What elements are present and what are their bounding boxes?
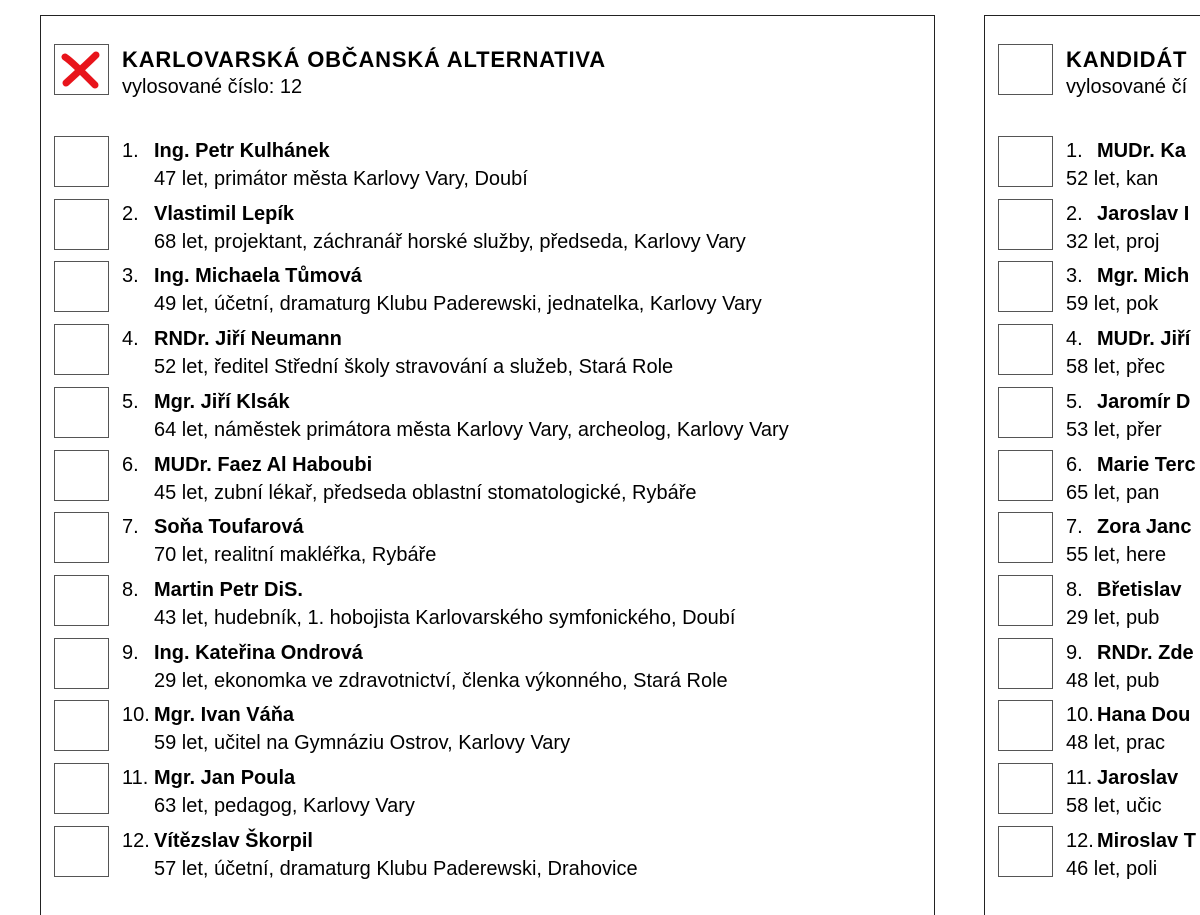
candidate-checkbox[interactable] (998, 763, 1053, 814)
candidate-description: 53 let, přer (1066, 418, 1162, 441)
candidate-row (41, 763, 934, 825)
candidate-name: MUDr. Faez Al Haboubi (154, 453, 373, 476)
candidate-description: 46 let, poli (1066, 857, 1158, 880)
candidate-name: Zora Janc (1097, 516, 1192, 539)
candidate-row (985, 763, 1200, 825)
candidate-checkbox[interactable] (998, 826, 1053, 877)
candidate-number: 8. (1066, 578, 1083, 601)
candidate-checkbox[interactable] (998, 324, 1053, 375)
candidate-number: 8. (122, 578, 139, 601)
candidate-checkbox[interactable] (998, 512, 1053, 563)
drawn-number: vylosované čí (1066, 76, 1188, 98)
party-vote-checkbox[interactable] (998, 44, 1053, 95)
candidate-checkbox[interactable] (54, 638, 109, 689)
candidate-name: Jaroslav (1097, 767, 1179, 789)
candidate-name: Miroslav T (1097, 829, 1196, 852)
candidate-description: 45 let, zubní lékař, předseda oblastní stomatologické, Rybáře (154, 481, 697, 504)
candidate-name: Vlastimil Lepík (154, 202, 295, 225)
candidate-checkbox[interactable] (998, 700, 1053, 751)
candidate-number: 2. (122, 202, 139, 225)
candidate-row (41, 324, 934, 386)
candidate-checkbox[interactable] (54, 261, 109, 312)
red-cross-icon (55, 45, 108, 94)
party-vote-checkbox[interactable] (54, 44, 109, 95)
candidate-description: 48 let, pub (1066, 669, 1160, 692)
candidate-row (41, 638, 934, 700)
candidate-row (41, 387, 934, 449)
candidate-name: Ing. Michaela Tůmová (154, 265, 362, 288)
candidate-row (985, 387, 1200, 449)
candidate-description: 52 let, ředitel Střední školy stravování a služeb, Stará Role (154, 356, 674, 379)
candidate-number: 2. (1066, 202, 1083, 225)
candidate-name: Mgr. Jiří Klsák (154, 390, 290, 413)
candidate-row (41, 450, 934, 512)
candidate-name: Marie Terc (1097, 453, 1196, 476)
candidate-name: Ing. Petr Kulhánek (154, 140, 330, 162)
candidate-description: 47 let, primátor města Karlovy Vary, Doubí (154, 168, 528, 190)
candidate-description: 58 let, přec (1066, 356, 1165, 379)
candidate-description: 49 let, účetní, dramaturg Klubu Paderewski, jednatelka, Karlovy Vary (154, 293, 762, 316)
candidate-number: 5. (1066, 390, 1083, 413)
candidate-description: 64 let, náměstek primátora města Karlovy Vary, archeolog, Karlovy Vary (154, 418, 789, 441)
candidate-number: 11. (1066, 767, 1093, 789)
candidate-checkbox[interactable] (998, 638, 1053, 689)
candidate-description: 57 let, účetní, dramaturg Klubu Paderewski, Drahovice (154, 857, 638, 880)
candidate-description: 32 let, proj (1066, 230, 1160, 253)
candidate-checkbox[interactable] (54, 575, 109, 626)
candidate-number: 3. (122, 265, 139, 288)
candidate-row (41, 261, 934, 323)
candidate-name: Martin Petr DiS. (154, 578, 303, 601)
candidate-row (985, 199, 1200, 261)
candidate-description: 59 let, pok (1066, 293, 1159, 316)
candidate-row (985, 638, 1200, 700)
candidate-description: 48 let, prac (1066, 732, 1165, 755)
candidate-name: Mgr. Jan Poula (154, 767, 296, 789)
candidate-name: MUDr. Jiří (1097, 328, 1191, 351)
candidate-name: Vítězslav Škorpil (154, 829, 313, 852)
candidate-name: Břetislav (1097, 578, 1182, 601)
party-name: KARLOVARSKÁ OBČANSKÁ ALTERNATIVA (122, 47, 606, 72)
candidate-checkbox[interactable] (54, 199, 109, 250)
candidate-description: 55 let, here (1066, 544, 1167, 567)
candidate-number: 1. (1066, 140, 1083, 162)
candidate-number: 10. (122, 704, 150, 727)
party-name: KANDIDÁT (1066, 47, 1188, 72)
candidate-row (41, 136, 934, 198)
candidate-number: 3. (1066, 265, 1083, 288)
candidate-row (985, 512, 1200, 574)
candidate-checkbox[interactable] (54, 136, 109, 187)
candidate-checkbox[interactable] (998, 387, 1053, 438)
candidate-row (41, 199, 934, 261)
candidate-number: 1. (122, 140, 139, 162)
candidate-name: Hana Dou (1097, 704, 1191, 727)
candidate-row (985, 324, 1200, 386)
candidate-checkbox[interactable] (54, 387, 109, 438)
candidate-description: 29 let, ekonomka ve zdravotnictví, členka výkonného, Stará Role (154, 669, 728, 692)
candidate-number: 11. (122, 767, 149, 789)
candidate-description: 58 let, učic (1066, 795, 1162, 817)
candidate-number: 12. (122, 829, 150, 852)
candidate-row (985, 261, 1200, 323)
candidate-description: 43 let, hudebník, 1. hobojista Karlovarského symfonického, Doubí (154, 606, 736, 629)
candidate-name: Ing. Kateřina Ondrová (154, 641, 363, 664)
candidate-name: Jaromír D (1097, 390, 1191, 413)
candidate-description: 70 let, realitní makléřka, Rybáře (154, 544, 437, 567)
candidate-name: RNDr. Zde (1097, 641, 1194, 664)
candidate-number: 6. (122, 453, 139, 476)
candidate-number: 10. (1066, 704, 1094, 727)
candidate-description: 59 let, učitel na Gymnáziu Ostrov, Karlovy Vary (154, 732, 571, 755)
candidate-checkbox[interactable] (998, 575, 1053, 626)
candidate-name: RNDr. Jiří Neumann (154, 328, 342, 351)
ballot-panel-left (40, 15, 935, 915)
ballot-panel-right (984, 15, 1200, 915)
candidate-name: MUDr. Ka (1097, 140, 1186, 162)
candidate-description: 63 let, pedagog, Karlovy Vary (154, 795, 415, 817)
candidate-number: 4. (1066, 328, 1083, 351)
candidate-number: 9. (1066, 641, 1083, 664)
candidate-number: 7. (122, 516, 139, 539)
candidate-description: 29 let, pub (1066, 606, 1160, 629)
drawn-number: vylosované číslo: 12 (122, 76, 303, 98)
candidate-checkbox[interactable] (998, 261, 1053, 312)
candidate-number: 4. (122, 328, 139, 351)
candidate-description: 52 let, kan (1066, 168, 1159, 190)
candidate-checkbox[interactable] (54, 512, 109, 563)
candidate-checkbox[interactable] (998, 199, 1053, 250)
candidate-name: Soňa Toufarová (154, 516, 304, 539)
candidate-checkbox[interactable] (54, 826, 109, 877)
candidate-row (41, 700, 934, 762)
candidate-row (41, 512, 934, 574)
candidate-checkbox[interactable] (54, 700, 109, 751)
candidate-row (985, 136, 1200, 198)
candidate-name: Mgr. Mich (1097, 265, 1190, 288)
candidate-name: Jaroslav I (1097, 202, 1190, 225)
candidate-checkbox[interactable] (998, 450, 1053, 501)
candidate-row (985, 450, 1200, 512)
candidate-number: 9. (122, 641, 139, 664)
candidate-checkbox[interactable] (54, 324, 109, 375)
candidate-name: Mgr. Ivan Váňa (154, 704, 295, 727)
candidate-description: 68 let, projektant, záchranář horské služby, předseda, Karlovy Vary (154, 230, 746, 253)
candidate-row (985, 575, 1200, 637)
candidate-number: 12. (1066, 829, 1094, 852)
candidate-row (985, 826, 1200, 888)
candidate-number: 7. (1066, 516, 1083, 539)
candidate-checkbox[interactable] (998, 136, 1053, 187)
candidate-row (985, 700, 1200, 762)
candidate-number: 5. (122, 390, 139, 413)
candidate-description: 65 let, pan (1066, 481, 1160, 504)
candidate-row (41, 826, 934, 888)
candidate-number: 6. (1066, 453, 1083, 476)
candidate-checkbox[interactable] (54, 763, 109, 814)
candidate-row (41, 575, 934, 637)
candidate-checkbox[interactable] (54, 450, 109, 501)
